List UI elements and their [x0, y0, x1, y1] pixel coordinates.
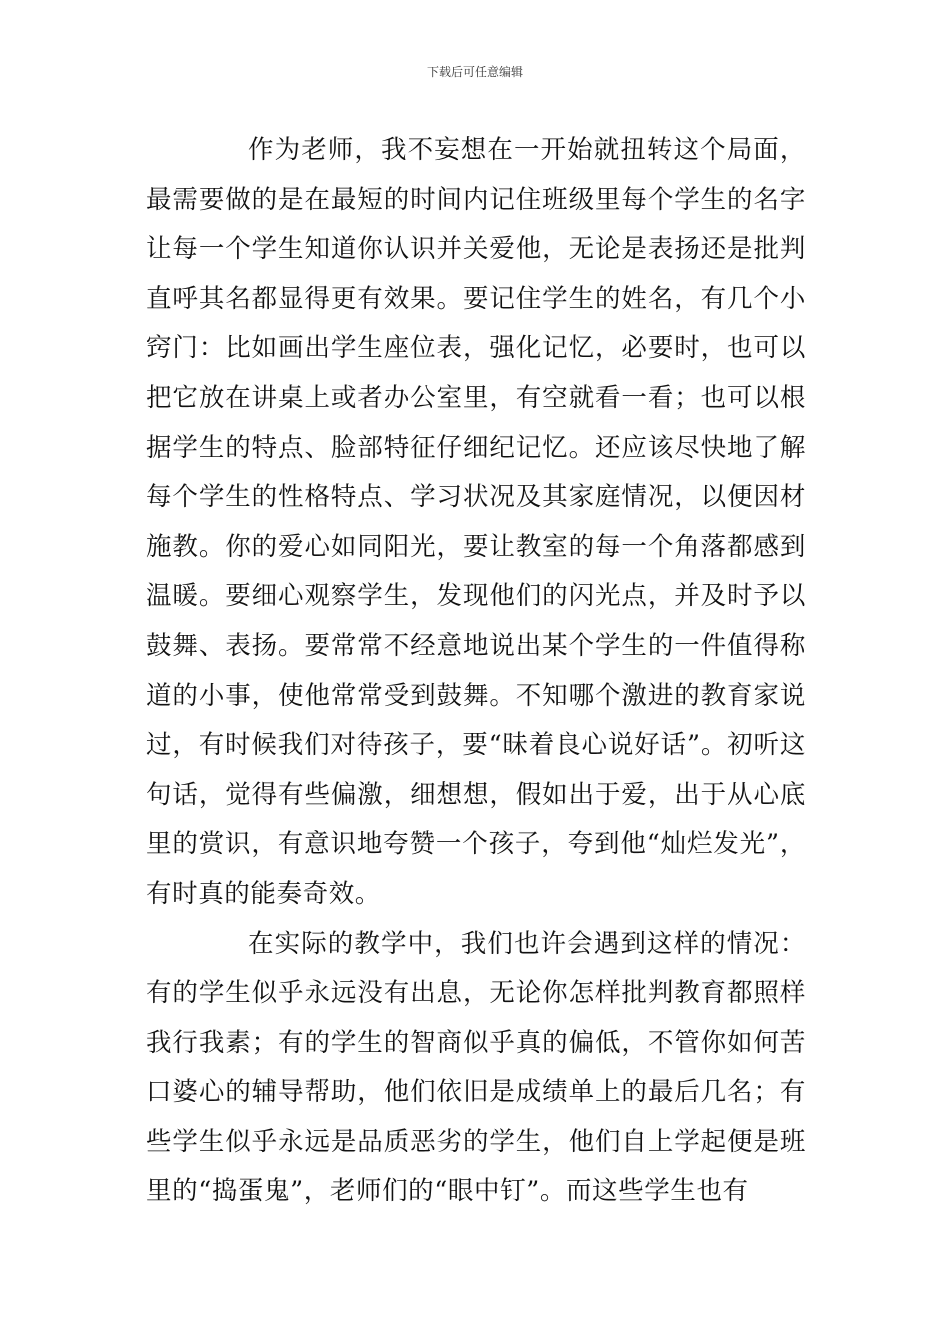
body-text [146, 126, 806, 1217]
paragraph-2: 在实际的教学中，我们也许会遇到这样的情况：有的学生似乎永远没有出息，无论你怎样批判教育都照样我行我素；有的学生的智商似乎真的偏低，不管你如何苦口婆心的辅导帮助，他们依旧是成绩单上的最后几名；有些学生似乎永远是品质恶劣的学生，他们自上学起便是班里的“捣蛋鬼”，老师们的“眼中钉”。而这些学生也有 [146, 928, 806, 1207]
page-header: 下载后可任意编辑 [426, 65, 523, 79]
paragraph-1: 作为老师，我不妄想在一开始就扭转这个局面，最需要做的是在最短的时间内记住班级里每个学生的名字让每一个学生知道你认识并关爱他，无论是表扬还是批判直呼其名都显得更有效果。要记住学生的姓名，有几个小窍门：比如画出学生座位表，强化记忆，必要时，也可以把它放在讲桌上或者办公室里，有空就看一看；也可以根据学生的特点、脸部特征仔细纪记忆。还应该尽快地了解每个学生的性格特点、学习状况及其家庭情况，以便因材施教。你的爱心如同阳光，要让教室的每一个角落都感到温暖。要细心观察学生，发现他们的闪光点，并及时予以鼓舞、表扬。要常常不经意地说出某个学生的一件值得称道的小事，使他常常受到鼓舞。不知哪个激进的教育家说过，有时候我们对待孩子，要“昧着良心说好话”。初听这句话，觉得有些偏激，细想想，假如出于爱，出于从心底里的赏识，有意识地夸赞一个孩子，夸到他“灿烂发光”，有时真的能奏奇效。 [146, 135, 806, 909]
